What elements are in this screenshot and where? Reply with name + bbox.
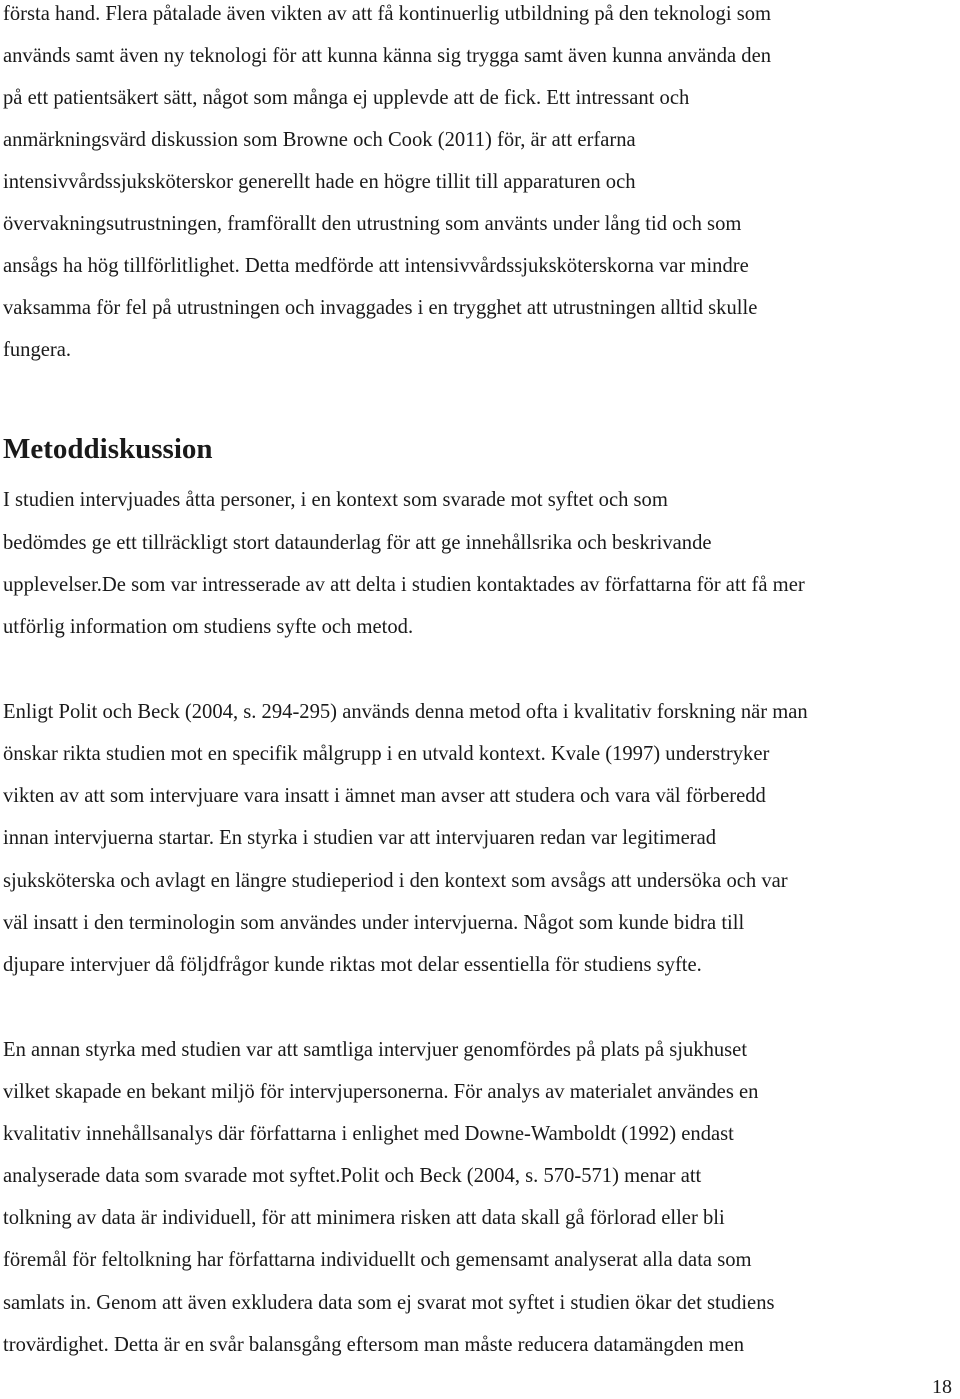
text-line: önskar rikta studien mot en specifik målgrupp i en utvald kontext. Kvale (1997) understryker bbox=[3, 743, 770, 765]
text-line: anmärkningsvärd diskussion som Browne och Cook (2011) för, är att erfarna bbox=[3, 129, 636, 151]
page-number: 18 bbox=[932, 1376, 952, 1398]
text-line: ansågs ha hög tillförlitlighet. Detta medförde att intensivvårdssjuksköterskorna var mindre bbox=[3, 255, 749, 277]
text-line: utförlig information om studiens syfte och metod. bbox=[3, 616, 414, 638]
text-line: intensivvårdssjuksköterskor generellt hade en högre tillit till apparaturen och bbox=[3, 171, 636, 193]
text-line: trovärdighet. Detta är en svår balansgång eftersom man måste reducera datamängden men bbox=[3, 1334, 745, 1356]
text-line: innan intervjuerna startar. En styrka i studien var att intervjuaren redan var legitimerad bbox=[3, 827, 717, 849]
text-line: vaksamma för fel på utrustningen och invaggades i en trygghet att utrustningen alltid skulle bbox=[3, 297, 758, 319]
text-line: väl insatt i den terminologin som användes under intervjuerna. Något som kunde bidra till bbox=[3, 912, 745, 934]
text-line: djupare intervjuer då följdfrågor kunde riktas mot delar essentiella för studiens syfte. bbox=[3, 954, 702, 976]
text-line: fungera. bbox=[3, 339, 72, 361]
text-line: tolkning av data är individuell, för att minimera risken att data skall gå förlorad eller bli bbox=[3, 1207, 725, 1229]
text-line: sjuksköterska och avlagt en längre studieperiod i den kontext som avsågs att undersöka och var bbox=[3, 870, 788, 892]
text-line: används samt även ny teknologi för att kunna känna sig trygga samt även kunna använda den bbox=[3, 45, 772, 67]
text-line: I studien intervjuades åtta personer, i en kontext som svarade mot syftet och som bbox=[3, 489, 668, 511]
text-line: bedömdes ge ett tillräckligt stort dataunderlag för att ge innehållsrika och beskrivande bbox=[3, 532, 712, 554]
text-line: första hand. Flera påtalade även vikten av att få kontinuerlig utbildning på den teknologi som bbox=[3, 3, 772, 25]
section-heading: Metoddiskussion bbox=[3, 433, 213, 465]
text-line: En annan styrka med studien var att samtliga intervjuer genomfördes på plats på sjukhuset bbox=[3, 1039, 748, 1061]
text-line: Enligt Polit och Beck (2004, s. 294-295) används denna metod ofta i kvalitativ forskning när man bbox=[3, 701, 808, 723]
text-line: upplevelser.De som var intresserade av att delta i studien kontaktades av författarna för att få mer bbox=[3, 574, 805, 596]
text-line: övervakningsutrustningen, framförallt den utrustning som använts under lång tid och som bbox=[3, 213, 742, 235]
text-line: föremål för feltolkning har författarna individuellt och gemensamt analyserat alla data som bbox=[3, 1249, 752, 1271]
text-line: analyserade data som svarade mot syftet.Polit och Beck (2004, s. 570-571) menar att bbox=[3, 1165, 702, 1187]
text-line: vikten av att som intervjuare vara insatt i ämnet man avser att studera och vara väl förberedd bbox=[3, 785, 766, 807]
text-line: på ett patientsäkert sätt, något som många ej upplevde att de fick. Ett intressant och bbox=[3, 87, 690, 109]
text-line: samlats in. Genom att även exkludera data som ej svarat mot syftet i studien ökar det studiens bbox=[3, 1292, 775, 1314]
text-line: vilket skapade en bekant miljö för intervjupersonerna. För analys av materialet användes en bbox=[3, 1081, 759, 1103]
text-line: kvalitativ innehållsanalys där författarna i enlighet med Downe-Wamboldt (1992) endast bbox=[3, 1123, 734, 1145]
